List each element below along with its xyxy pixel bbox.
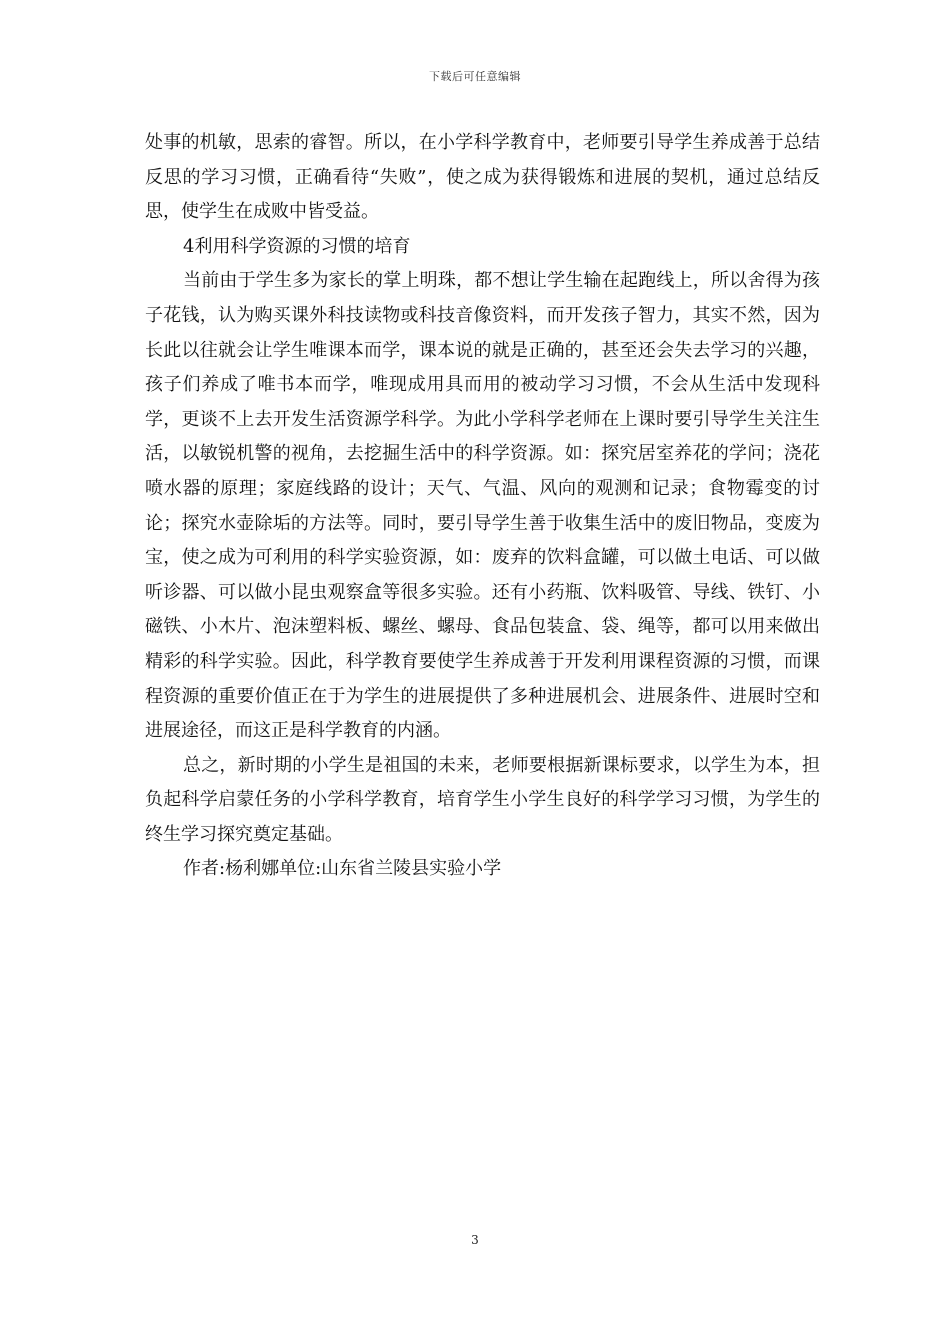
page-number: 3 [471,1233,479,1247]
paragraph-science-resources: 当前由于学生多为家长的掌上明珠，都不想让学生输在起跑线上，所以舍得为孩子花钱，认为购买课外科技读物或科技音像资料，而开发孩子智力，其实不然，因为长此以往就会让学生唯课本而学，课本说的就是正确的，甚至还会失去学习的兴趣，孩子们养成了唯书本而学，唯现成用具而用的被动学习习惯，不会从生活中发现科学，更谈不上去开发生活资源学科学。为此小学科学老师在上课时要引导学生关注生活，以敏锐机警的视角，去挖掘生活中的科学资源。如：探究居室养花的学问；浇花喷水器的原理；家庭线路的设计；天气、气温、风向的观测和记录；食物霉变的讨论；探究水壶除垢的方法等。同时，要引导学生善于收集生活中的废旧物品，变废为宝，使之成为可利用的科学实验资源，如：废弃的饮料盒罐，可以做土电话、可以做听诊器、可以做小昆虫观察盒等很多实验。还有小药瓶、饮料吸管、导线、铁钉、小磁铁、小木片、泡沫塑料板、螺丝、螺母、食品包装盒、袋、绳等，都可以用来做出精彩的科学实验。因此，科学教育要使学生养成善于开发利用课程资源的习惯，而课程资源的重要价值正在于为学生的进展提供了多种进展机会、进展条件、进展时空和进展途径，而这正是科学教育的内涵。 [145,270,820,742]
paragraph-continuation: 处事的机敏，思索的睿智。所以，在小学科学教育中，老师要引导学生养成善于总结反思的学习习惯，正确看待“失败”，使之成为获得锻炼和进展的契机，通过总结反思，使学生在成败中皆受益。 [145,132,820,223]
document-body [145,126,820,887]
section-heading: 4利用科学资源的习惯的培育 [183,235,411,257]
page-header: 下载后可任意编辑 [429,70,521,83]
paragraph-conclusion: 总之，新时期的小学生是祖国的未来，老师要根据新课标要求，以学生为本，担负起科学启蒙任务的小学科学教育，培育学生小学生良好的科学学习习惯，为学生的终生学习探究奠定基础。 [145,754,820,845]
author-line: 作者:杨利娜单位:山东省兰陵县实验小学 [183,858,502,880]
